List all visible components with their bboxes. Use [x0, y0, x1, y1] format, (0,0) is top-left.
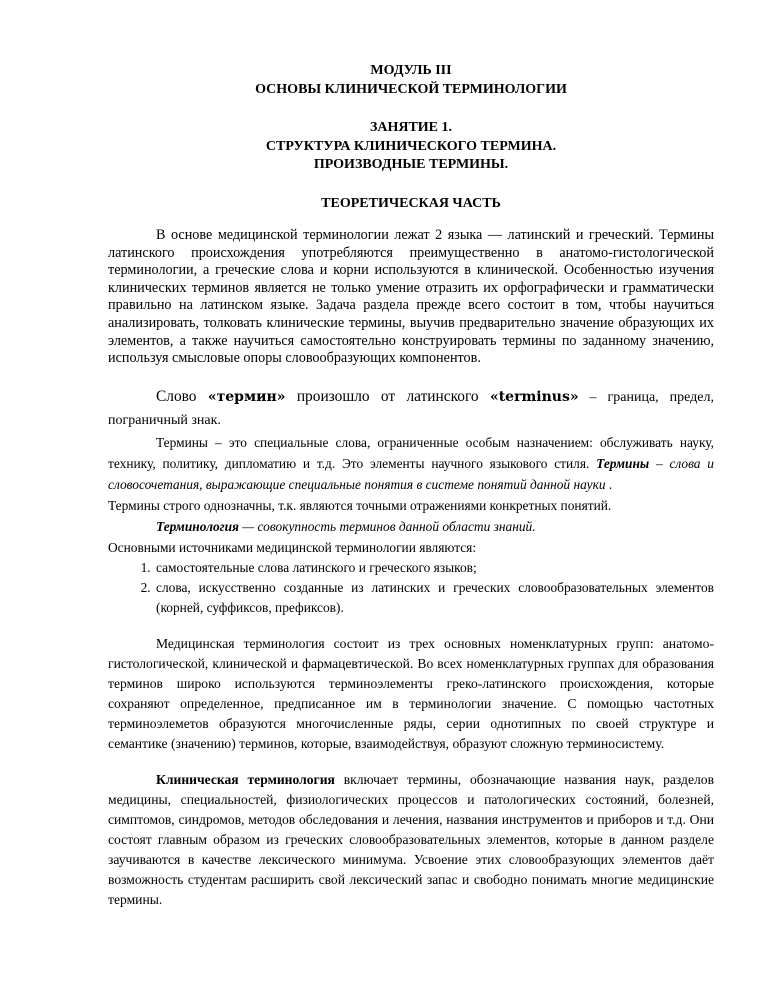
sources-heading: Основными источниками медицинской терминологии являются:: [108, 539, 477, 555]
intro-paragraph: В основе медицинской терминологии лежат 2 языка — латинский и греческий. Термины латинского происхождения употребляются преимущественно в анатомо-гистологической терминологии, а греческие слова и корни используются в клинической. Особенностью изучения клинических терминов является не только умение отразить их орфографически и грамматически правильно на латинском языке. Задача раздела прежде всего состоит в том, чтобы научиться анализировать, толковать клинические термины, выучив предварительно значение образующих их элементов, а также научиться самостоятельно конструировать термины по заданному значению, используя смысловые опоры словообразующих компонентов.: [108, 227, 714, 367]
nomenclature-paragraph: Медицинская терминология состоит из трех основных номенклатурных групп: анатомо-гистологической, клинической и фармацевтической. Во всех номенклатурных группах для образования терминов широко используются терминоэлементы греко-латинского происхождения, которые сохраняют определенное, предписанное им в терминологии значение. С помощью частотных терминоэлеметов образуются многочисленные ряды, серии однотипных по своей структуре и семантике (значению) терминов, которые, взаимодействуя, образуют сложную терминосистему.: [108, 635, 714, 751]
module-number: МОДУЛЬ III: [370, 63, 452, 78]
sources-list: [108, 558, 714, 618]
term-origin-paragraph: Слово «термин» произошло от латинского «terminus» – граница, предел, пограничный знак.: [108, 387, 714, 428]
lesson-title-2: ПРОИЗВОДНЫЕ ТЕРМИНЫ.: [313, 157, 509, 172]
section-title: ТЕОРЕТИЧЕСКАЯ ЧАСТЬ: [321, 195, 501, 211]
document-body: [108, 62, 714, 910]
lesson-title-1: СТРУКТУРА КЛИНИЧЕСКОГО ТЕРМИНА.: [265, 138, 557, 154]
lesson-number: ЗАНЯТИЕ 1.: [369, 120, 453, 135]
list-item: 2. слова, искусственно созданные из латинских и греческих словообразовательных элементов (корней, суффиксов, префиксов).: [154, 578, 714, 618]
terms-definition-paragraph: Термины – это специальные слова, ограниченные особым назначением: обслуживать науку, технику, политику, дипломатию и т.д. Это элементы научного языкового стиля. Термины – слова и словосочетания, выражающие специальные понятия в системе понятий данной науки .: [108, 434, 714, 492]
terminology-definition-paragraph: Терминология — совокупность терминов данной области знаний.: [156, 518, 536, 534]
terms-unambiguity-paragraph: Термины строго однозначны, т.к. являются точными отражениями конкретных понятий.: [108, 497, 612, 513]
clinical-terminology-paragraph: Клиническая терминология включает термины, обозначающие названия наук, разделов медицины, специальностей, физиологических процессов и патологических состояний, болезней, симптомов, синдромов, методов обследования и лечения, названия инструментов и приборов и т.д. Они состоят главным образом из греческих словообразовательных элементов, которые в данном разделе заучиваются в качестве лексического минимума. Усвоение этих словообразующих элементов даёт возможность студентам расширить свой лексический запас и свободно понимать многие медицинские термины.: [108, 771, 714, 907]
list-item: 1. самостоятельные слова латинского и греческого языков;: [154, 558, 714, 578]
module-title: ОСНОВЫ КЛИНИЧЕСКОЙ ТЕРМИНОЛОГИИ: [255, 81, 567, 97]
